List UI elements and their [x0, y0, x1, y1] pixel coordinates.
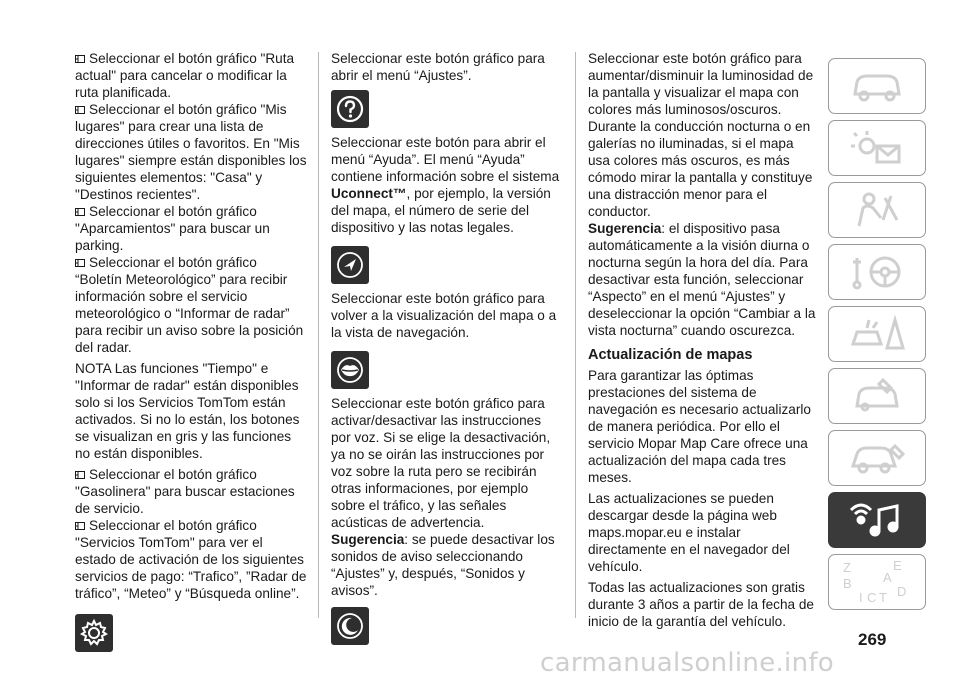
svg-text:A: A	[883, 570, 892, 585]
paragraph: Seleccionar este botón gráfico para activar/desactivar las instrucciones por voz. Si se elige la desactivación, ya no se oirán las instrucciones por voz sobre la ruta pero se recibirán otras informaciones, por ejemplo sobre el tráfico, y las señales acústicas de advertencia. Sugerencia: se puede desactivar los sonidos de aviso seleccionando “Ajustes” y, después, “Sonidos y avisos”.	[331, 396, 555, 598]
paragraph: Seleccionar el botón gráfico "Aparcamientos" para buscar un parking.	[75, 204, 270, 253]
gear-icon	[75, 614, 113, 652]
middle-column	[331, 50, 563, 651]
day-night-icon	[331, 607, 369, 645]
bullet-icon	[75, 471, 85, 479]
paragraph: Seleccionar este botón gráfico para aumentar/disminuir la luminosidad de la pantalla y visualizar el mapa con colores más luminosos/oscuros. Durante la conducción nocturna o en galerías no iluminadas, si el mapa usa colores más oscuros, es más cómodo mirar la pantalla y constituye una distracción menor para el conductor.	[588, 51, 814, 219]
bullet-icon	[75, 522, 85, 530]
safety-airbag-icon[interactable]	[828, 182, 926, 238]
steering-key-icon[interactable]	[828, 244, 926, 300]
index-letters-icon[interactable]	[828, 554, 926, 610]
svg-text:T: T	[879, 590, 887, 605]
maintenance-icon[interactable]	[828, 368, 926, 424]
help-icon	[331, 90, 369, 128]
voice-lips-icon	[331, 351, 369, 389]
paragraph: Seleccionar el botón gráfico “Boletín Meteorológico” para recibir información sobre el servicio meteorológico o “Informar de radar” para recibir un aviso sobre la posición del radar.	[75, 255, 304, 355]
paragraph: Seleccionar el botón gráfico "Servicios TomTom" para ver el estado de activación de los siguientes servicios de pago: “Trafico”, ”Radar de tráfico”, “Meteo” y “Búsqueda online”.	[75, 518, 307, 601]
paragraph: Seleccionar el botón gráfico "Gasolinera" para buscar estaciones de servicio.	[75, 467, 295, 516]
paragraph: Sugerencia: el dispositivo pasa automáticamente a la visión diurna o nocturna según la hora del día. Para desactivar esta función, seleccionar “Aspecto” en el menú “Ajustes” y deseleccionar la opción “Cambiar a la vista nocturna” cuando oscurezca.	[588, 221, 816, 338]
bullet-icon	[75, 208, 85, 216]
chapter-tabs	[828, 58, 928, 616]
car-dashboard-icon[interactable]	[828, 58, 926, 114]
watermark-text: carmanualsonline.info	[540, 648, 835, 678]
specs-icon[interactable]	[828, 430, 926, 486]
svg-text:Z: Z	[843, 560, 851, 575]
emergency-icon[interactable]	[828, 306, 926, 362]
svg-text:I: I	[859, 590, 863, 605]
column-divider	[575, 52, 576, 618]
bullet-icon	[75, 106, 85, 114]
paragraph: Seleccionar este botón gráfico para abrir el menú “Ajustes”.	[331, 51, 545, 83]
section-heading: Actualización de mapas	[588, 347, 753, 363]
paragraph: Todas las actualizaciones son gratis durante 3 años a partir de la fecha de inicio de la garantía del vehículo.	[588, 580, 814, 629]
paragraph: Seleccionar el botón gráfico "Mis lugares" para crear una lista de direcciones útiles o favoritos. En "Mis lugares" siempre están disponibles los siguientes elementos: "Casa" y "Destinos recientes".	[75, 102, 307, 202]
left-column	[75, 50, 307, 658]
svg-text:D: D	[897, 584, 907, 599]
warning-lights-icon[interactable]	[828, 120, 926, 176]
paragraph: Seleccionar este botón para abrir el menú “Ayuda”. El menú “Ayuda” contiene información sobre el sistema Uconnect™, por ejemplo, la versión del mapa, el número de serie del dispositivo y las notas legales.	[331, 135, 560, 235]
bullet-icon	[75, 55, 85, 63]
right-column	[588, 50, 816, 630]
paragraph: Las actualizaciones se pueden descargar desde la página web maps.mopar.eu e instalar directamente en el navegador del vehículo.	[588, 491, 790, 574]
bullet-icon	[75, 259, 85, 267]
svg-text:C: C	[867, 590, 877, 605]
index-letters-graphic	[837, 558, 917, 606]
navigation-arrow-icon	[331, 246, 369, 284]
paragraph: Seleccionar el botón gráfico "Ruta actual" para cancelar o modificar la ruta planificada.	[75, 51, 295, 100]
svg-text:E: E	[893, 558, 902, 573]
note-paragraph: NOTA Las funciones "Tiempo" e "Informar de radar" están disponibles solo si los Servicios TomTom están activados. Si no lo están, los botones se visualizan en gris y las funciones no están disponibles.	[75, 361, 300, 461]
column-divider	[318, 52, 319, 618]
multimedia-icon[interactable]	[828, 492, 926, 548]
svg-text:B: B	[843, 576, 852, 591]
paragraph: Seleccionar este botón gráfico para volver a la visualización del mapa o a la vista de navegación.	[331, 291, 557, 340]
paragraph: Para garantizar las óptimas prestaciones del sistema de navegación es necesario actualizarlo de manera periódica. Por ello el servicio Mopar Map Care ofrece una actualización del mapa cada tres meses.	[588, 368, 811, 485]
page-number: 269	[858, 630, 887, 649]
